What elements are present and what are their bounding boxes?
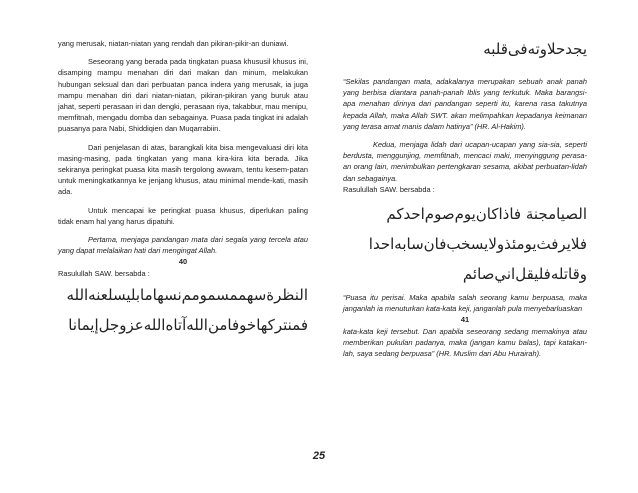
paragraph: Kedua, menjaga lidah dari ucapan-ucapan yang sia-sia, seperti berdusta, menggunjing, memfitnah, mencaci maki, menyinggung perasa-an orang lain, menimbulkan pertengkaran sesama, akibat perbuatan-lidah dan sebagainya.: [343, 140, 587, 183]
paragraph: Seseorang yang berada pada tingkatan puasa khususil khusus ini, disamping mampu menahan diri dari makan dan minum, melakukan hubungan seksual dan dari perbuatan panca indera yang merusak, ia juga mampu menahan diri dari niatan-niatan, pikiran-pikiran yang buruk atau jahat, seperti perasaan iri dan dengki, perasaan riya, takabbur, mau menipu, memfitnah, mengadu domba dan sebagainya. Puasa pada tingkat ini adalah puasanya para Nabi, Shiddiqien dan Muqarrabiin.: [58, 57, 308, 134]
paragraph: “Puasa itu perisai. Maka apabila salah seorang kamu berpuasa, maka janganlah ia menuturkan kata-kata keji, janganlah pula menyebarluaskan: [343, 293, 587, 314]
paragraph: kata-kata keji tersebut. Dan apabila seseorang sedang memakinya atau memberikan pukulan padanya, maka (jangan kamu balas), tapi katakan-lah, saya sedang berpuasa” (HR. Muslim dari Abu Hurairah).: [343, 326, 587, 359]
arabic-hadith: فمنتركهاخوفامن‌الله‌آتاه‌الله‌عزوجل‌إيمانا: [68, 315, 308, 334]
paragraph: yang merusak, niatan-niatan yang rendah dan pikiran-pikir-an duniawi.: [58, 39, 289, 48]
right-column: [343, 38, 587, 366]
paragraph: Untuk mencapai ke peringkat puasa khusus, diperlukan paling tidak enam hal yang harus dipatuhi.: [58, 205, 308, 226]
paragraph: Pertama, menjaga pandangan mata dari segala yang tercela atau yang dapat melalaikan hati dari mengingat Allah.: [58, 235, 308, 256]
arabic-hadith: يجدحلاوته‌فى‌قلبه: [483, 40, 587, 58]
arabic-hadith: النظرةسهممسمومم‌نسهامابليسلعنه‌الله: [66, 285, 308, 304]
paragraph: Rasulullah SAW. bersabda :: [58, 268, 150, 278]
arabic-hadith: الصيامجنة فاذاكان‌يوم‌صوم‌احدكم: [386, 205, 587, 224]
paragraph: “Sekilas pandangan mata, adakalanya merupakan sebuah anak panah yang berbisa diantara panah-panah Iblis yang terkutuk. Maka barangsi-apa menahan dirinya dari pandangan seperti itu, karena rasa takutnya kepada Allah, maka Allah SWT. akan melimpahkan kepadanya keimanan yang terasa amat manis dalam hatinya” (HR. Al-Hakim).: [343, 77, 587, 131]
paragraph: Rasulullah SAW. bersabda :: [343, 184, 435, 194]
arabic-hadith: وقاتله‌فليقل‌اني‌صائم: [462, 265, 587, 284]
footnote-marker: 41: [460, 315, 470, 325]
footnote-marker: 40: [178, 257, 188, 267]
page-number: 25: [312, 450, 326, 462]
left-column: [58, 38, 308, 343]
arabic-hadith: فلايرفث‌يومئذولايسخب‌فان‌سابه‌احدا: [368, 235, 587, 254]
paragraph: Dari penjelasan di atas, barangkali kita bisa mengevaluasi diri kita masing-masing, pada tingkatan yang mana kira-kira kita berada. Jika sekiranya peringkat puasa kita masih tergolong awwam, tentu kesem-patan untuk meningkatkannya ke jenjang khusus, atau minimal mende-kati, masih ada.: [58, 142, 308, 197]
